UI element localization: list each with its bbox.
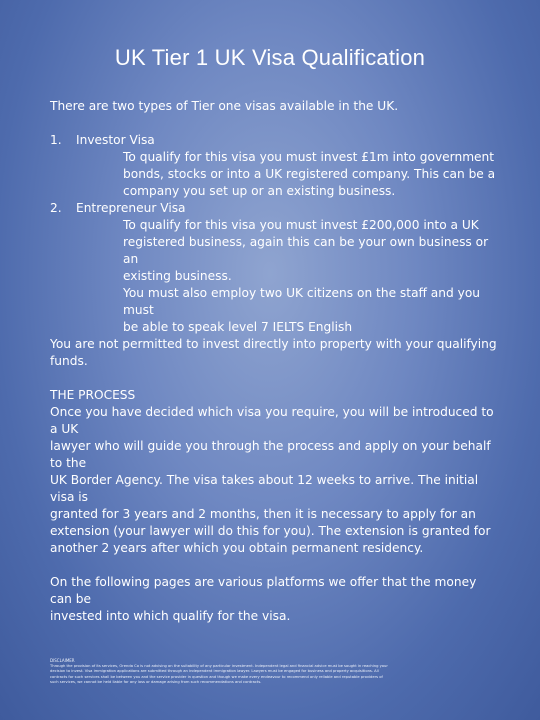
property-note-line: You are not permitted to invest directly into property with your qualifying — [50, 337, 497, 351]
property-note-line: funds. — [50, 354, 88, 368]
visa-item — [50, 132, 500, 200]
disclaimer — [50, 658, 500, 686]
visa-detail-line: company you set up or an existing business. — [123, 184, 396, 198]
closing-text — [50, 574, 500, 625]
closing-line: invested into which qualify for the visa. — [50, 609, 291, 623]
visa-name: Entrepreneur Visa — [76, 201, 186, 215]
property-note — [50, 336, 500, 370]
process-line: Once you have decided which visa you require, you will be introduced to a UK — [50, 405, 494, 436]
disclaimer-line: decision to invest. Visa immigration applications are submitted through an independent immigration lawyer. Lawyers must be engaged for business and property acquisitions. All — [50, 669, 379, 673]
visa-details — [50, 149, 500, 200]
visa-detail-line: To qualify for this visa you must invest £200,000 into a UK — [123, 218, 479, 232]
process-line: UK Border Agency. The visa takes about 12 weeks to arrive. The initial visa is — [50, 473, 479, 504]
visa-detail-line: bonds, stocks or into a UK registered company. This can be a — [123, 167, 496, 181]
process-line: extension (your lawyer will do this for you). The extension is granted for — [50, 524, 491, 538]
process-line: another 2 years after which you obtain permanent residency. — [50, 541, 424, 555]
visa-number: 2. — [50, 201, 62, 215]
visa-list — [50, 132, 500, 336]
visa-detail-line: You must also employ two UK citizens on the staff and you must — [123, 286, 481, 317]
visa-detail-line: To qualify for this visa you must invest £1m into government — [123, 150, 495, 164]
process-section — [50, 387, 500, 557]
page-title: UK Tier 1 UK Visa Qualification — [114, 45, 426, 70]
visa-number: 1. — [50, 133, 62, 147]
visa-item — [50, 200, 500, 336]
disclaimer-line: such services, we cannot be held liable for any loss or damage arising from such recommendations and contracts. — [50, 680, 262, 684]
disclaimer-line: Through the provision of its services, Orenda Co is not advising on the suitability of any particular investment. Independent legal and financial advice must be sought in reaching your — [50, 663, 388, 668]
disclaimer-heading: DISCLAIMER — [50, 658, 75, 663]
visa-detail-line: existing business. — [123, 269, 232, 283]
visa-details — [50, 217, 500, 336]
visa-name: Investor Visa — [76, 133, 155, 147]
process-line: lawyer who will guide you through the process and apply on your behalf to the — [50, 439, 491, 470]
closing-line: On the following pages are various platforms we offer that the money can be — [50, 575, 477, 606]
process-heading: THE PROCESS — [50, 388, 136, 402]
visa-detail-line: be able to speak level 7 IELTS English — [123, 320, 353, 334]
process-line: granted for 3 years and 2 months, then it is necessary to apply for an — [50, 507, 476, 521]
visa-detail-line: registered business, again this can be your own business or an — [123, 235, 489, 266]
intro-text: There are two types of Tier one visas available in the UK. — [50, 99, 399, 113]
document-body — [50, 98, 500, 625]
disclaimer-line: contracts for such services shall be between you and the service provider in question and though we make every endeavour to recommend only reliable and reputable providers of — [50, 674, 383, 679]
